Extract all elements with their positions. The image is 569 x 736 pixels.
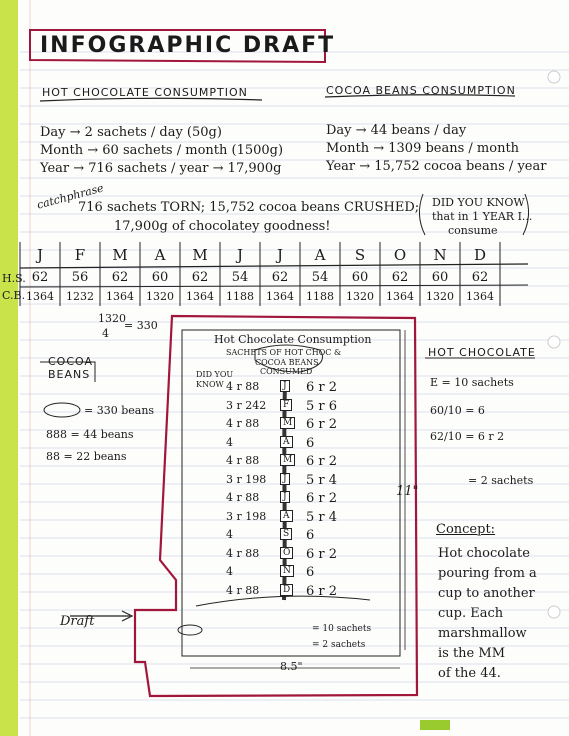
left-line-2: 888 = 44 beans	[46, 428, 134, 441]
draft-row-beans: 3 r 198	[226, 472, 267, 486]
cb-value: 1364	[26, 290, 54, 303]
draft-row-sachets: 6 r 2	[306, 454, 338, 469]
month-header: J	[36, 246, 43, 264]
hc-month-line: Month → 60 sachets / month (1500g)	[40, 143, 284, 158]
cb-value: 1320	[426, 290, 454, 303]
punch-hole	[548, 336, 560, 348]
green-margin-strip	[0, 0, 18, 736]
hc-year-line: Year → 716 sachets / year → 17,900g	[40, 161, 282, 176]
cocoa-heading: COCOA BEANS CONSUMPTION	[326, 84, 516, 97]
draft-row-sachets: 5 r 6	[306, 398, 338, 414]
left-line-1: = 330 beans	[84, 404, 155, 417]
hs-value: 62	[271, 270, 289, 285]
draft-row-sachets: 5 r 4	[306, 472, 338, 488]
row-label-cb: C.B.	[2, 289, 26, 302]
hot-chocolate-heading: HOT CHOCOLATE CONSUMPTION	[42, 86, 248, 99]
cb-value: 1364	[386, 290, 414, 303]
month-header: M	[112, 246, 128, 264]
draft-row-beans: 4 r 88	[226, 583, 260, 597]
cb-month-line: Month → 1309 beans / month	[326, 141, 520, 156]
hc-day-line: Day → 2 sachets / day (50g)	[40, 125, 222, 140]
month-header: S	[354, 246, 366, 264]
draft-legend-2: = 2 sachets	[312, 640, 366, 650]
cb-year-line: Year → 15,752 cocoa beans / year	[326, 159, 547, 174]
draft-row-sachets: 6	[306, 435, 315, 451]
cb-day-line: Day → 44 beans / day	[326, 123, 467, 138]
cb-value: 1320	[146, 290, 174, 303]
draft-legend-1: = 10 sachets	[312, 624, 372, 634]
cb-value: 1364	[186, 290, 214, 303]
draft-row-month: M	[280, 417, 295, 429]
cb-value: 1364	[466, 290, 494, 303]
concept-line: Hot chocolate	[438, 546, 530, 561]
draft-row-sachets: 6 r 2	[306, 491, 338, 506]
draft-dyk-1: DID YOU	[196, 370, 234, 379]
draft-row-month: O	[280, 547, 293, 559]
draft-row-month: N	[280, 565, 294, 577]
month-header: O	[393, 246, 407, 264]
punch-hole	[548, 71, 560, 83]
month-header: D	[473, 246, 487, 264]
draft-row-month: M	[280, 454, 295, 466]
month-header: F	[74, 246, 86, 264]
left-line-3: 88 = 22 beans	[46, 450, 127, 463]
concept-line: cup to another	[438, 586, 535, 601]
right-heading: HOT CHOCOLATE	[428, 346, 536, 359]
month-header: J	[276, 246, 283, 264]
hs-value: 62	[391, 270, 409, 285]
draft-row-beans: 4 r 88	[226, 546, 260, 560]
draft-row-sachets: 6	[306, 528, 315, 543]
draft-row-sachets: 6 r 2	[306, 417, 338, 432]
draft-height-label: 11"	[396, 484, 419, 499]
concept-line: marshmallow	[438, 626, 527, 641]
right-line-2: 60/10 = 6	[430, 404, 485, 417]
hs-value: 62	[31, 270, 49, 285]
concept-line: of the 44.	[438, 666, 501, 681]
row-label-hs: H.S.	[2, 272, 26, 285]
draft-row-month: F	[280, 399, 292, 411]
draft-row-month: D	[280, 584, 293, 596]
hs-value: 54	[311, 270, 329, 285]
hs-value: 62	[471, 270, 489, 285]
draft-row-month: S	[280, 528, 292, 540]
left-heading: COCOA BEANS	[48, 355, 94, 381]
draft-row-beans: 4	[226, 435, 233, 449]
concept-line: pouring from a	[438, 566, 537, 581]
cb-value: 1188	[226, 290, 254, 303]
math-note-numerator: 1320	[98, 312, 126, 325]
right-line-3: 62/10 = 6 r 2	[430, 430, 505, 443]
right-line-4: = 2 sachets	[468, 474, 534, 487]
did-you-know-2: that in 1 YEAR I...	[432, 210, 533, 223]
draft-row-month: A	[280, 436, 293, 448]
right-line-1: E = 10 sachets	[430, 376, 514, 389]
draft-row-beans: 4 r 88	[226, 454, 260, 467]
concept-line: is the MM	[438, 646, 506, 661]
draft-row-month: J	[280, 473, 290, 485]
brand-badge	[420, 720, 450, 730]
hs-value: 54	[231, 270, 249, 285]
draft-row-sachets: 6	[306, 565, 315, 580]
month-header: N	[433, 246, 447, 264]
cb-value: 1364	[266, 290, 294, 303]
draft-row-beans: 4 r 88	[226, 380, 260, 393]
month-header: J	[236, 246, 243, 264]
draft-row-sachets: 6 r 2	[306, 380, 338, 395]
month-header: A	[314, 246, 326, 264]
draft-row-month: J	[280, 491, 290, 503]
cb-value: 1320	[346, 290, 374, 303]
hs-value: 60	[351, 270, 369, 285]
concept-heading: Concept:	[436, 522, 496, 537]
catchphrase-line-1: 716 sachets TORN; 15,752 cocoa beans CRUSHED;	[78, 200, 420, 215]
hs-value: 62	[111, 270, 129, 285]
page-title: INFOGRAPHIC DRAFT	[40, 33, 336, 58]
math-note-result: = 330	[124, 319, 158, 332]
catchphrase-label: catchphrase	[35, 181, 105, 212]
month-header: A	[154, 246, 166, 264]
draft-row-sachets: 6 r 2	[306, 546, 338, 562]
hs-value: 60	[151, 270, 169, 285]
draft-row-month: A	[280, 510, 293, 522]
math-note-denominator: 4	[102, 327, 109, 340]
draft-row-beans: 4	[226, 528, 233, 541]
did-you-know-1: DID YOU KNOW	[432, 196, 525, 209]
draft-title: Hot Chocolate Consumption	[214, 333, 372, 346]
draft-row-sachets: 6 r 2	[306, 583, 338, 599]
draft-dyk-2: KNOW	[196, 380, 224, 389]
cb-value: 1364	[106, 290, 134, 303]
concept-line: cup. Each	[438, 606, 504, 621]
draft-subtitle-2: COCOA BEANS	[255, 358, 319, 367]
catchphrase-line-2: 17,900g of chocolatey goodness!	[114, 219, 331, 234]
draft-row-beans: 4 r 88	[226, 491, 260, 504]
draft-subtitle-3: CONSUMED	[260, 367, 313, 376]
draft-subtitle-1: SACHETS OF HOT CHOC &	[226, 348, 342, 357]
draft-label: Draft	[60, 614, 95, 629]
cb-value: 1188	[306, 290, 334, 303]
draft-row-beans: 4 r 88	[226, 417, 260, 430]
punch-hole	[548, 606, 560, 618]
draft-row-beans: 4	[226, 565, 233, 578]
draft-row-sachets: 5 r 4	[306, 509, 338, 525]
draft-row-month: J	[280, 380, 290, 392]
draft-width-label: 8.5"	[280, 660, 303, 673]
hs-value: 56	[71, 270, 89, 285]
hs-value: 62	[191, 270, 209, 285]
draft-row-beans: 3 r 242	[226, 398, 267, 412]
cb-value: 1232	[66, 290, 94, 303]
month-header: M	[192, 246, 208, 264]
hs-value: 60	[431, 270, 449, 285]
draft-row-beans: 3 r 198	[226, 509, 267, 523]
did-you-know-3: consume	[448, 224, 498, 237]
cocoa-beans-icon	[44, 403, 80, 417]
